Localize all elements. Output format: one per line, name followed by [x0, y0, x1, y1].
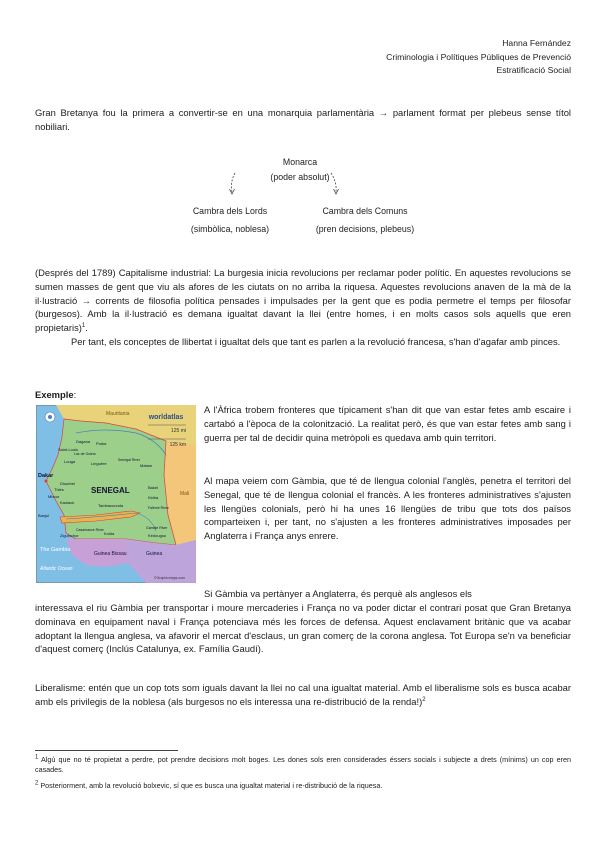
freedom-paragraph: Per tant, els conceptes de llibertat i igualtat dels que tant es parlen a la revolució francesa, s'han d'agafar amb pinces. — [71, 335, 561, 347]
footnote-ref-1[interactable]: 1 — [81, 323, 86, 330]
left-arrow-icon — [225, 172, 239, 196]
example-heading-label: Exemple — [35, 389, 74, 400]
example-paragraph-2: Al mapa veiem com Gàmbia, que té de llengua colonial l'anglès, penetra el territori del Senegal, que té de llengua colonial el francès. A les fronteres administratives s'ajusten les llengües colonials, però hi ha unes 16 llengües de tribu que tots dos països comparteixen i, per tant, no s'ajusten a les fronteres administratives imposades per Anglaterra i França anys enrere. — [204, 475, 571, 542]
map-city-11: Mbour — [48, 494, 60, 499]
map-copyright: ©Graphicmaps.com — [154, 576, 185, 580]
map-city-1: Dagana — [76, 439, 91, 444]
map-label-mali: Mali — [180, 491, 190, 497]
page-header — [386, 37, 571, 78]
map-city-10: Thiès — [54, 487, 64, 492]
map-city-16: Falémé River — [148, 506, 169, 510]
map-city-5: Louga — [64, 459, 76, 464]
footnote-2 — [35, 781, 571, 791]
map-city-14: Kidira — [148, 495, 159, 500]
diagram-lords-desc: (simbòlica, noblesa) — [190, 224, 270, 234]
map-city-12: Kaolack — [60, 500, 75, 505]
diagram-top — [240, 156, 360, 183]
senegal-map — [36, 405, 196, 583]
footnote-separator — [35, 750, 178, 751]
map-globe-core — [48, 415, 52, 419]
map-city-22: Kolda — [104, 531, 115, 536]
map-city-21: Ziguinchor — [60, 533, 79, 538]
liberalism-text: Liberalisme: entén que un cop tots som iguals davant la llei no cal una igualtat material. Amb el liberalisme sols es busca acabar amb els privilegis de la noblesa (als burgesos no els interessa una re-distribució de la renda!) — [35, 682, 571, 707]
footnote-2-mark: 2 — [35, 780, 39, 787]
footnote-2-text: Posteriorment, amb la revolució bolxevic, sí que es busca una igualtat material i re-distribució de la riquesa. — [38, 781, 383, 790]
map-city-3: Saint-Louis — [58, 447, 79, 452]
map-city-8: Matam — [140, 463, 153, 468]
map-city-4: Lac de Guiers — [74, 452, 96, 456]
example-paragraph-1: A l'Àfrica trobem fronteres que típicament s'han dit que van estar fetes amb escaire i cartabó a l'època de la colonització. La realitat però, és que van estar fetes amb sang i guerra per tal de decidir quina metròpoli es quedava amb quin territori. — [204, 404, 571, 443]
map-scale-mi: 125 mi — [170, 428, 186, 434]
example-paragraph-3-start: Si Gàmbia va pertànyer a Anglaterra, és perquè als anglesos els — [204, 588, 472, 599]
example-heading-colon: : — [73, 389, 77, 400]
map-city-13: Bakel — [148, 485, 159, 490]
example-heading — [35, 388, 571, 402]
diagram-monarch-power: (poder absolut) — [270, 172, 330, 182]
map-label-gambia: The Gambia — [40, 547, 71, 553]
map-city-6: Linguère — [91, 461, 107, 466]
subject-name: Estratificació Social — [496, 65, 571, 75]
diagram-lords — [170, 205, 290, 235]
intro-paragraph: Gran Bretanya fou la primera a convertir-se en una monarquia parlamentària → parlament format per plebeus sense títol nobiliari. — [35, 107, 571, 132]
diagram-monarch: Monarca — [282, 157, 318, 167]
map-city-15: Tambacounda — [98, 503, 124, 508]
map-label-mauritania: Mauritania — [106, 411, 130, 417]
map-scale-km: 125 km — [169, 442, 186, 448]
map-label-senegal: SENEGAL — [91, 486, 130, 495]
footnote-1 — [35, 755, 571, 775]
map-dakar-dot — [45, 480, 48, 483]
author-name: Hanna Fernández — [502, 38, 571, 48]
diagram-commons — [300, 205, 430, 235]
map-brand: worldatlas — [148, 414, 184, 421]
map-city-17: Banjul — [38, 513, 50, 518]
capitalism-text: (Després del 1789) Capitalisme industrial: La burgesia inicia revolucions per reclamar poder polític. En aquestes revolucions se sumen masses de gent que viu als afores de les ciutats on no arriba la riquesa. Aquestes revolucions anaven de la mà de la il·lustració → corrents de filosofia política pensades i impulsades per la gent que es podia permetre el temps per filosofar (burgesos). Amb la il·lustració es demana igualtat davant la llei (entre homes, i en molts casos sols aquells que eren propietaris) — [35, 267, 571, 334]
map-city-19: Gambie River — [146, 526, 168, 530]
map-city-20: Kédougou — [148, 533, 167, 538]
map-city-9: Diourbel — [60, 481, 75, 486]
example-paragraph-3-rest: interessava el riu Gàmbia per transportar i moure mercaderies i França no va poder dictar el contrari posat que Gran Bretanya dominava en equipament naval i França potenciava més les forces de defensa. Aquest enclavament britànic que va acabar adoptant la llengua anglesa, va afavorir el mercat d'esclaus, un gran comerç de la corona anglesa. Tot Europa se'n va beneficiar d'aquest comerç (Inclús Catalunya, ex. Família Gaudí). — [35, 602, 571, 655]
right-arrow-icon — [328, 172, 342, 196]
footnote-1-text: Algú que no té propietat a perdre, pot prendre decisions molt boges. Les dones sols eren considerades éssers socials i subjecte a drets (mínims) un cop eren casades. — [35, 755, 571, 774]
map-city-7: Senegal River — [118, 458, 140, 462]
diagram-lords-title: Cambra dels Lords — [192, 206, 268, 216]
map-city-18: Casamance River — [76, 528, 104, 532]
map-label-guinea-bissau: Guinea Bissau — [94, 551, 127, 557]
map-city-0: Dakar — [38, 473, 54, 479]
map-label-guinea: Guinea — [146, 551, 163, 557]
map-label-ocean: Atlantic Ocean — [40, 566, 73, 572]
course-name: Criminologia i Polítiques Públiques de Prevenció — [386, 51, 571, 62]
map-city-2: Podor — [96, 441, 107, 446]
diagram-commons-desc: (pren decisions, plebeus) — [315, 224, 415, 234]
footnote-1-mark: 1 — [35, 754, 39, 761]
diagram-commons-title: Cambra dels Comuns — [322, 206, 408, 216]
liberalism-paragraph — [35, 681, 571, 709]
capitalism-paragraph: (Després del 1789) Capitalisme industrial: La burgesia inicia revolucions per reclamar poder polític. En aquestes revolucions se sumen masses de gent que viu als afores de les ciutats on no arriba la riquesa. Aquestes revolucions anaven de la mà de la il·lustració → corrents de filosofia política pensades i impulsades per la gent que es podia permetre el temps per filosofar (burgesos). Amb la il·lustració es demana igualtat davant la llei (entre homes, i en molts casos sols aquells que eren propietaris)$^1$. Per tant, els conceptes de llibertat i igualtat dels que tant es parlen a la revolució francesa, s'han d'agafar amb pinces. — [35, 267, 571, 347]
footnote-ref-2[interactable]: 2 — [422, 696, 426, 703]
